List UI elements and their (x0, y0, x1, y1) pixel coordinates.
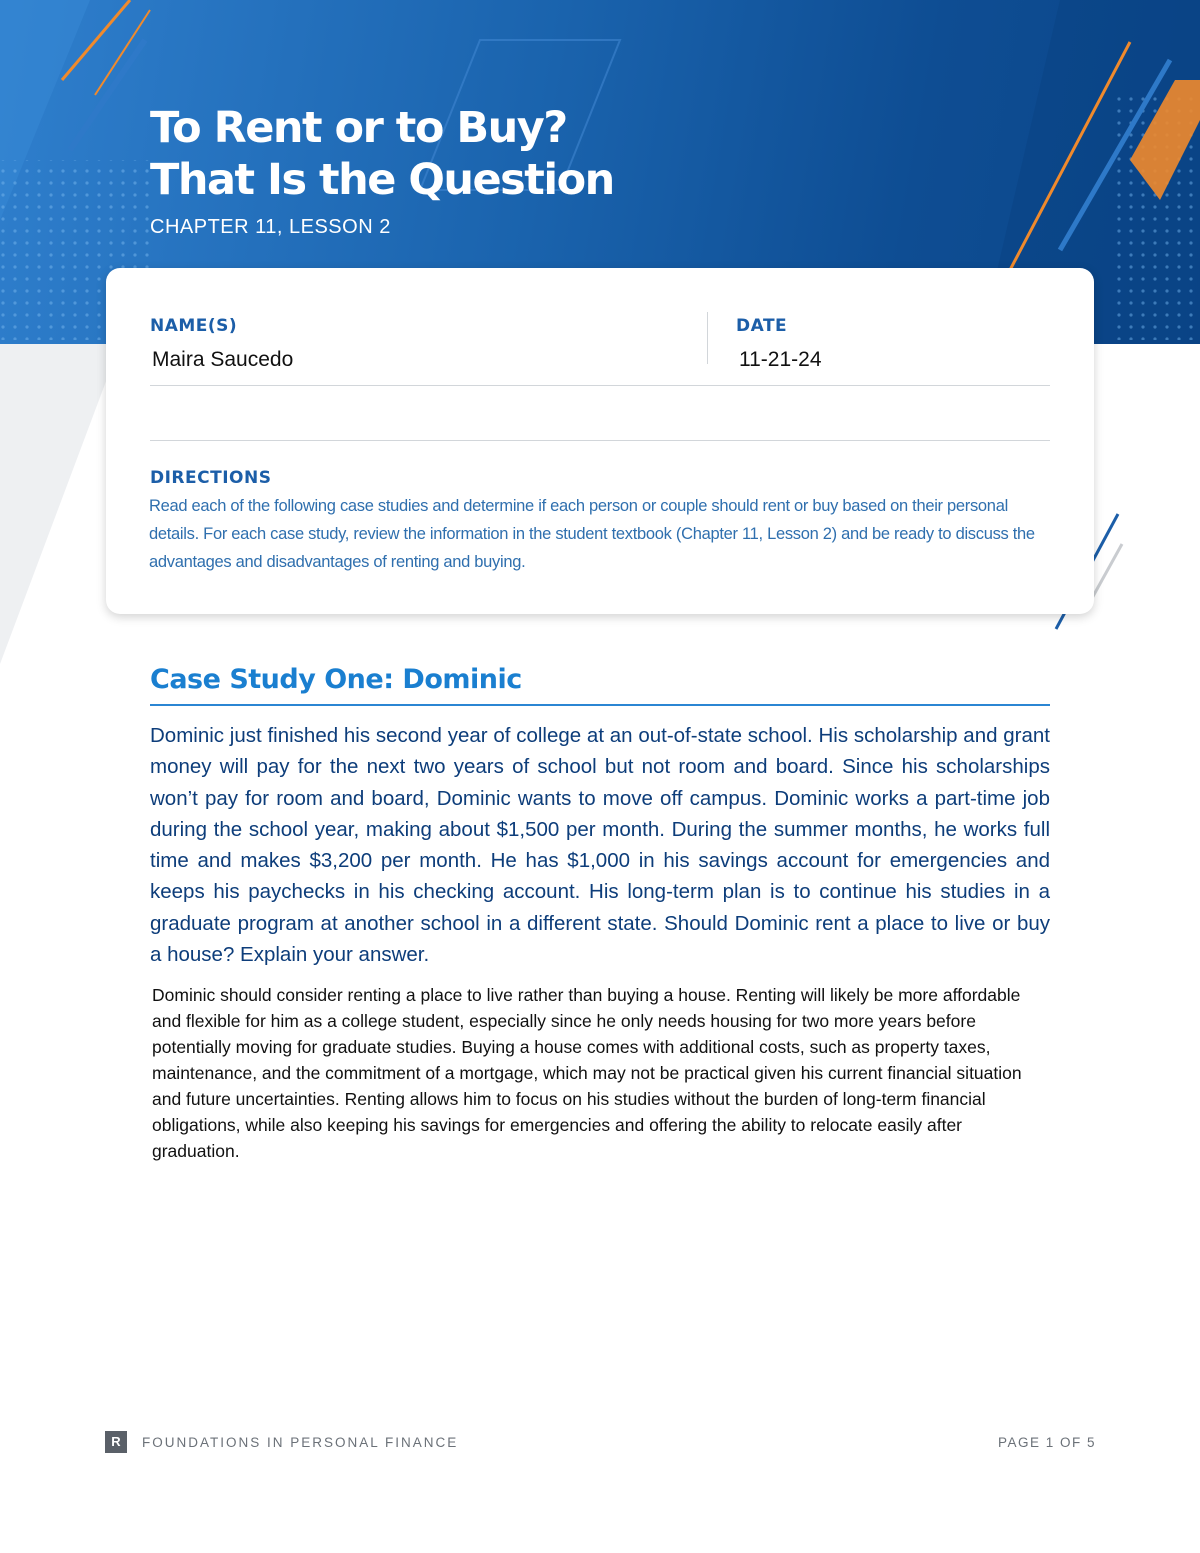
page-number: PAGE 1 OF 5 (997, 1435, 1096, 1450)
title-line-1: To Rent or to Buy? (150, 103, 567, 153)
page-title (150, 102, 614, 206)
date-field[interactable]: 11-21-24 (739, 348, 822, 371)
field-divider (707, 312, 708, 364)
info-card (106, 268, 1094, 614)
field-underline (150, 385, 1050, 386)
case-study-question: Dominic just finished his second year of college at an out-of-state school. His scholarship and grant money will pay for the next two years of school but not room and board. Since his scholarships won’t pay for room and board, Dominic wants to move off campus. Dominic works a part-time job during the school year, making about $1,500 per month. During the summer months, he works full time and makes $3,200 per month. He has $1,000 in his savings account for emergencies and keeps his paychecks in his checking account. His long-term plan is to continue his studies in a graduate program at another school in a different state. Should Dominic rent a place to live or buy a house? Explain your answer. (150, 724, 1050, 967)
brand-logo-icon: R (105, 1431, 127, 1453)
footer-brand: FOUNDATIONS IN PERSONAL FINANCE (142, 1435, 459, 1450)
case-study-title: Case Study One: Dominic (150, 664, 522, 695)
section-divider (150, 440, 1050, 441)
names-label: NAME(S) (150, 316, 238, 336)
chapter-subtitle: CHAPTER 11, LESSON 2 (150, 216, 391, 238)
date-label: DATE (736, 316, 788, 336)
directions-text: Read each of the following case studies and determine if each person or couple should rent or buy based on their personal details. For each case study, review the information in the student textbook (Chapter 11, Lesson 2) and be ready to discuss the advantages and disadvantages of renting and buying. (149, 497, 1035, 571)
answer-text[interactable]: Dominic should consider renting a place to live rather than buying a house. Renting will likely be more affordable and flexible for him as a college student, especially since he only needs housing for two more years before potentially moving for graduate studies. Buying a house comes with additional costs, such as property taxes, maintenance, and the commitment of a mortgage, which may not be practical given his current financial situation and future uncertainties. Renting allows him to focus on his studies without the burden of long-term financial obligations, while also keeping his savings for emergencies and offering the ability to relocate easily after graduation. (152, 985, 1022, 1161)
names-field[interactable]: Maira Saucedo (152, 348, 294, 371)
case-study-rule (150, 704, 1050, 706)
directions-label: DIRECTIONS (150, 468, 272, 488)
title-line-2: That Is the Question (150, 155, 614, 205)
